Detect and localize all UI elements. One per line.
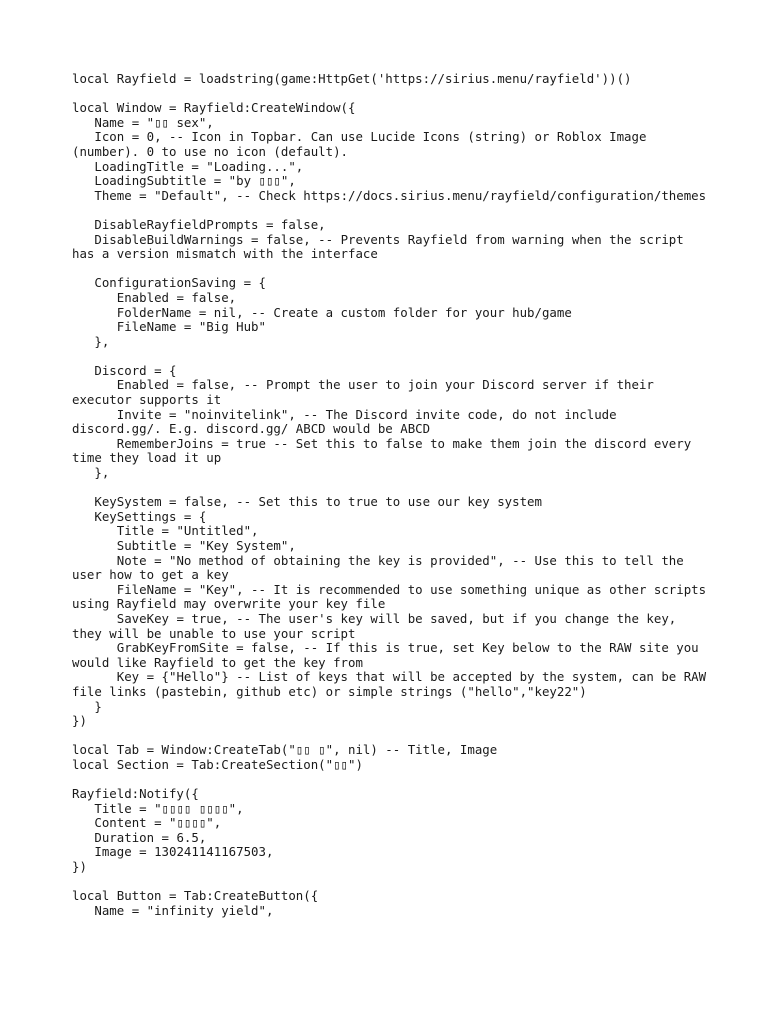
code-line: Name = "infinity yield", [72, 902, 274, 918]
code-line [72, 87, 712, 102]
code-line: DisableBuildWarnings = false, -- Prevents Rayfield from warning when the script has a version mismatch with the interface [72, 231, 692, 262]
code-line: local Rayfield = loadstring(game:HttpGet('https://sirius.menu/rayfield'))() [72, 71, 632, 86]
code-line: }) [72, 713, 87, 729]
code-line: local Tab = Window:CreateTab("▯▯ ▯", nil) -- Title, Image [72, 742, 498, 758]
code-line: }, [72, 465, 110, 481]
code-line [72, 481, 712, 496]
code-line: Title = "Untitled", [72, 523, 259, 539]
code-line: DisableRayfieldPrompts = false, [72, 216, 326, 232]
code-line: local Section = Tab:CreateSection("▯▯") [72, 756, 363, 772]
code-line: Rayfield:Notify({ [72, 786, 199, 802]
code-line: FileName = "Key", -- It is recommended to use something unique as other scripts using Rayfield may overwrite your key file [72, 581, 714, 612]
code-line: Content = "▯▯▯▯", [72, 815, 222, 831]
code-line: Duration = 6.5, [72, 829, 207, 845]
code-line: local Window = Rayfield:CreateWindow({ [72, 100, 356, 116]
code-line: Invite = "noinvitelink", -- The Discord invite code, do not include discord.gg/. E.g. discord.gg/ ABCD would be ABCD [72, 406, 625, 437]
code-line [72, 773, 712, 788]
code-line: KeySettings = { [72, 508, 207, 524]
code-line: Image = 130241141167503, [72, 844, 274, 860]
code-line: local Button = Tab:CreateButton({ [72, 888, 319, 904]
code-line [72, 203, 712, 218]
code-line: LoadingTitle = "Loading...", [72, 158, 304, 174]
code-line: KeySystem = false, -- Set this to true to use our key system [72, 494, 542, 510]
code-line: Note = "No method of obtaining the key is provided", -- Use this to tell the user how to get a key [72, 552, 692, 583]
code-line [72, 729, 712, 744]
code-line: FolderName = nil, -- Create a custom folder for your hub/game [72, 304, 572, 320]
code-line: ConfigurationSaving = { [72, 275, 266, 291]
code-line: Subtitle = "Key System", [72, 538, 296, 553]
code-listing [72, 72, 712, 918]
code-line: Icon = 0, -- Icon in Topbar. Can use Lucide Icons (string) or Roblox Image (number). 0 to use no icon (default). [72, 129, 654, 159]
code-line: RememberJoins = true -- Set this to false to make them join the discord every time they load it up [72, 435, 699, 466]
code-line: } [72, 698, 102, 714]
code-line: }) [72, 859, 87, 875]
code-line: }, [72, 333, 110, 349]
code-line [72, 349, 712, 364]
code-line: Name = "▯▯ sex", [72, 114, 214, 130]
code-line: Key = {"Hello"} -- List of keys that will be accepted by the system, can be RAW file links (pastebin, github etc) or simple strings ("hello","key22") [72, 669, 714, 699]
code-line: Discord = { [72, 362, 177, 378]
code-line: SaveKey = true, -- The user's key will be saved, but if you change the key, they will be unable to use your script [72, 610, 684, 641]
code-line [72, 262, 712, 277]
code-line: Enabled = false, [72, 289, 237, 305]
code-line [72, 875, 712, 890]
code-line: Theme = "Default", -- Check https://docs.sirius.menu/rayfield/configuration/themes [72, 187, 707, 203]
code-line: LoadingSubtitle = "by ▯▯▯", [72, 173, 296, 189]
code-line: Enabled = false, -- Prompt the user to join your Discord server if their executor supports it [72, 377, 662, 408]
code-line: GrabKeyFromSite = false, -- If this is true, set Key below to the RAW site you would like Rayfield to get the key from [72, 640, 707, 670]
code-line: FileName = "Big Hub" [72, 319, 266, 335]
code-line: Title = "▯▯▯▯ ▯▯▯▯", [72, 800, 244, 816]
